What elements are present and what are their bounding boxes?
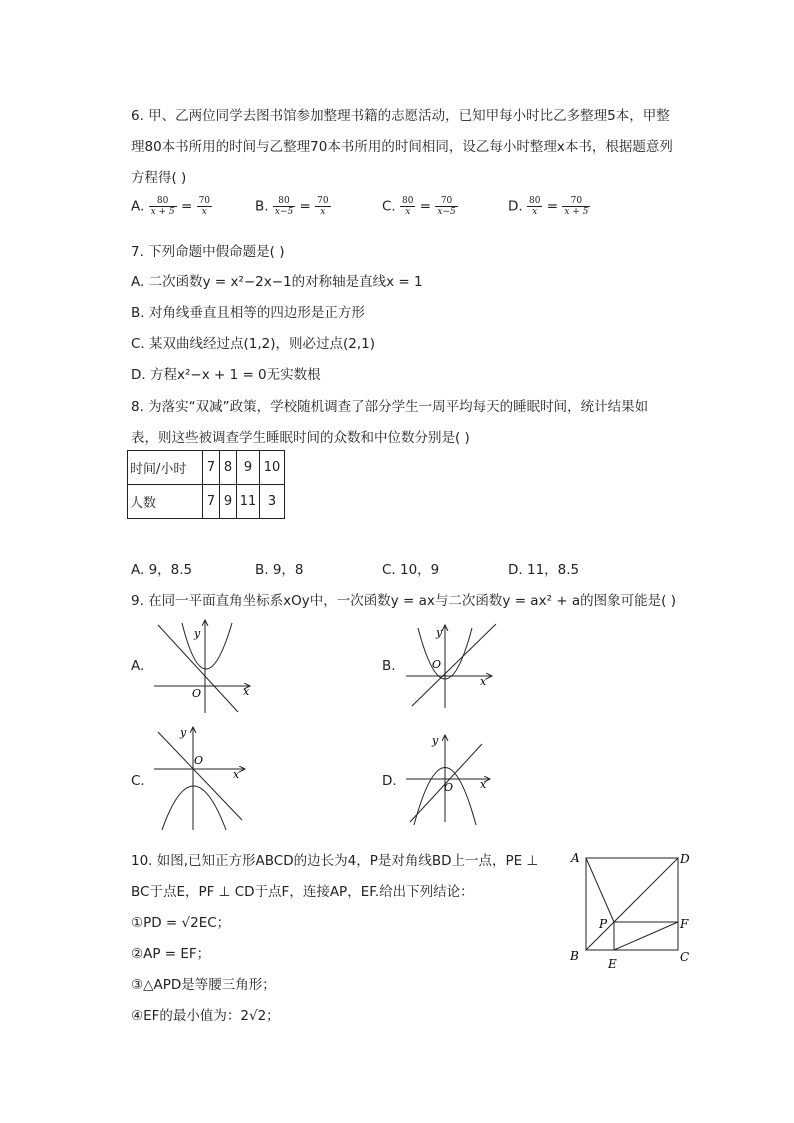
y-axis-label: y	[436, 626, 443, 639]
q8-option-a: A. 9，8.5	[131, 562, 193, 578]
table-cell: 8	[220, 451, 237, 485]
fraction: $\frac{80}{x + 5}$	[150, 196, 175, 217]
q9-graph-d	[400, 730, 500, 825]
table-cell: 7	[203, 451, 220, 485]
q6-line3: 方程得( )	[131, 170, 187, 186]
table-cell: 3	[260, 485, 285, 519]
q6-option-d: D. $\frac{80}{x}$ = $\frac{70}{x + 5}$	[508, 196, 589, 217]
q10-conclusion-2: ②AP = EF；	[131, 946, 211, 962]
table-cell: 11	[237, 485, 260, 519]
table-row	[128, 485, 285, 519]
point-label-e: E	[608, 957, 617, 971]
y-axis-label: y	[194, 627, 201, 640]
q8-option-c: C. 10，9	[382, 562, 440, 578]
q6-line2: 理80本书所用的时间与乙整理70本书所用的时间相同，设乙每小时整理x本书，根据题意列	[131, 139, 673, 155]
q9-graph-a	[150, 615, 260, 715]
origin-label: O	[444, 781, 454, 794]
q9-stem: 9. 在同一平面直角坐标系xOy中，一次函数y = ax与二次函数y = ax² + a的图象可能是( )	[131, 593, 676, 609]
table-cell: 9	[237, 451, 260, 485]
origin-label: O	[432, 658, 442, 671]
point-label-f: F	[680, 917, 689, 931]
q6-option-c: C. $\frac{80}{x}$ = $\frac{70}{x-5}$	[382, 196, 456, 217]
q10-square-figure	[566, 848, 696, 973]
q8-option-d: D. 11，8.5	[508, 562, 580, 578]
x-axis-label: x	[243, 685, 250, 698]
fraction: $\frac{80}{x}$	[402, 196, 414, 217]
q10-conclusion-1: ①PD = √2EC；	[131, 915, 231, 931]
vertex-label-b: B	[570, 949, 579, 963]
sleep-time-table	[127, 450, 285, 519]
fraction: $\frac{70}{x + 5}$	[564, 196, 589, 217]
vertex-label-c: C	[680, 950, 690, 964]
q9-graph-c	[150, 722, 250, 832]
q7-stem: 7. 下列命题中假命题是( )	[131, 244, 285, 260]
y-axis-label: y	[432, 734, 439, 747]
table-row	[128, 451, 285, 485]
origin-label: O	[192, 687, 202, 700]
q6-line1: 6. 甲、乙两位同学去图书馆参加整理书籍的志愿活动，已知甲每小时比乙多整理5本，甲整	[131, 108, 670, 124]
vertex-label-a: A	[571, 851, 580, 865]
x-axis-label: x	[480, 675, 487, 688]
q6-option-b: B. $\frac{80}{x-5}$ = $\frac{70}{x}$	[255, 196, 329, 217]
table-cell: 时间/小时	[128, 451, 203, 485]
q9-option-b-label: B.	[382, 658, 396, 674]
x-axis-label: x	[233, 768, 240, 781]
q8-line2: 表，则这些被调查学生睡眠时间的众数和中位数分别是( )	[131, 430, 470, 446]
table-cell: 9	[220, 485, 237, 519]
q6-option-a: A. $\frac{80}{x + 5}$ = $\frac{70}{x}$	[131, 196, 211, 217]
q7-option-b: B. 对角线垂直且相等的四边形是正方形	[131, 305, 365, 321]
q10-line1: 10. 如图,已知正方形ABCD的边长为4，P是对角线BD上一点，PE ⊥	[131, 853, 539, 869]
fraction: $\frac{80}{x-5}$	[274, 196, 294, 217]
fraction: $\frac{70}{x}$	[198, 196, 211, 217]
q7-option-c: C. 某双曲线经过点(1,2)，则必过点(2,1)	[131, 336, 376, 352]
point-label-p: P	[599, 917, 608, 931]
q10-conclusion-3: ③△APD是等腰三角形；	[131, 977, 276, 993]
x-axis-label: x	[480, 778, 487, 791]
vertex-label-d: D	[680, 852, 690, 866]
q9-option-c-label: C.	[131, 773, 145, 789]
q8-line1: 8. 为落实“双减”政策，学校随机调查了部分学生一周平均每天的睡眠时间，统计结果如	[131, 399, 649, 415]
q10-conclusion-4: ④EF的最小值为：2√2；	[131, 1008, 280, 1024]
q7-option-d: D. 方程x²−x + 1 = 0无实数根	[131, 367, 321, 383]
q8-option-b: B. 9，8	[255, 562, 304, 578]
q9-option-d-label: D.	[382, 773, 397, 789]
q9-graph-b	[400, 620, 510, 710]
table-cell: 7	[203, 485, 220, 519]
q9-option-a-label: A.	[131, 658, 145, 674]
fraction: $\frac{70}{x-5}$	[437, 196, 456, 217]
fraction: $\frac{80}{x}$	[528, 196, 541, 217]
table-cell: 10	[260, 451, 285, 485]
q10-line2: BC于点E，PF ⊥ CD于点F，连接AP，EF.给出下列结论：	[131, 884, 474, 900]
y-axis-label: y	[180, 726, 187, 739]
fraction: $\frac{70}{x}$	[317, 196, 329, 217]
table-cell: 人数	[128, 485, 203, 519]
q7-option-a: A. 二次函数y = x²−2x−1的对称轴是直线x = 1	[131, 274, 423, 290]
origin-label: O	[194, 754, 204, 767]
